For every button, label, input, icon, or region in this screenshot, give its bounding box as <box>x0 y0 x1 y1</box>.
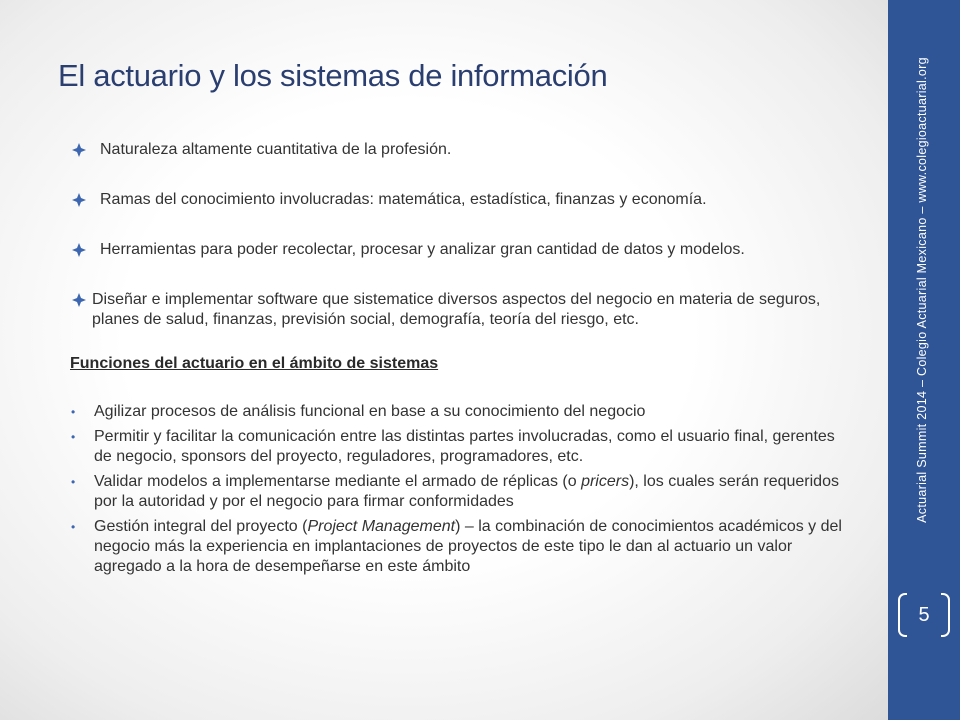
dot-bullet-icon: • <box>71 520 76 534</box>
bullet-text-italic: pricers <box>581 473 630 490</box>
sidebar-footer-text: Actuarial Summit 2014 – Colegio Actuarial Mexicano – www.colegioactuarial.org <box>915 57 929 523</box>
bullet-list-item <box>70 402 850 422</box>
diamond-item-text: Herramientas para poder recolectar, procesar y analizar gran cantidad de datos y modelos. <box>100 241 745 258</box>
bullet-text-italic: Project Management <box>307 518 456 535</box>
dot-bullet-icon: • <box>71 475 76 489</box>
bullet-text-part: ), los cuales serán requeridos por la autoridad y por el negocio para firmar conformidades <box>94 473 839 510</box>
bullet-text-part: ) – la combinación de conocimientos académicos y del negocio más la experiencia en implantaciones de proyectos de este tipo le dan al actuario un valor agregado a la hora de desempeñarse en este ámbito <box>94 518 842 575</box>
page-number-badge <box>898 593 950 635</box>
section-heading: Funciones del actuario en el ámbito de sistemas <box>70 355 439 372</box>
bullet-list-item <box>70 517 850 577</box>
bullet-text-part: Gestión integral del proyecto ( <box>94 518 308 535</box>
slide-content <box>70 140 850 577</box>
bullet-list-item <box>70 472 850 512</box>
diamond-bullet-icon <box>72 193 86 207</box>
diamond-list-item <box>70 290 850 330</box>
dot-bullet-icon: • <box>71 430 76 444</box>
bullet-text: Agilizar procesos de análisis funcional en base a su conocimiento del negocio <box>94 403 646 420</box>
diamond-bullet-icon <box>72 243 86 257</box>
diamond-item-text: Diseñar e implementar software que sistematice diversos aspectos del negocio en materia de seguros, planes de salud, finanzas, previsión social, demografía, teoría del riesgo, etc. <box>92 291 821 328</box>
diamond-item-text: Naturaleza altamente cuantitativa de la profesión. <box>100 141 452 158</box>
diamond-item-text: Ramas del conocimiento involucradas: matemática, estadística, finanzas y economía. <box>100 191 707 208</box>
diamond-bullet-icon <box>72 293 86 307</box>
diamond-list-item <box>70 190 850 210</box>
bullet-text-part: Validar modelos a implementarse mediante el armado de réplicas (o <box>94 473 582 490</box>
slide-title: El actuario y los sistemas de información <box>58 58 608 93</box>
bullet-list-item <box>70 427 850 467</box>
diamond-list-item <box>70 140 850 160</box>
diamond-list-item <box>70 240 850 260</box>
diamond-bullet-icon <box>72 143 86 157</box>
page-number: 5 <box>918 604 930 626</box>
bullet-text: Permitir y facilitar la comunicación entre las distintas partes involucradas, como el usuario final, gerentes de negocio, sponsors del proyecto, reguladores, programadores, etc. <box>94 428 835 465</box>
dot-bullet-icon: • <box>71 405 76 419</box>
